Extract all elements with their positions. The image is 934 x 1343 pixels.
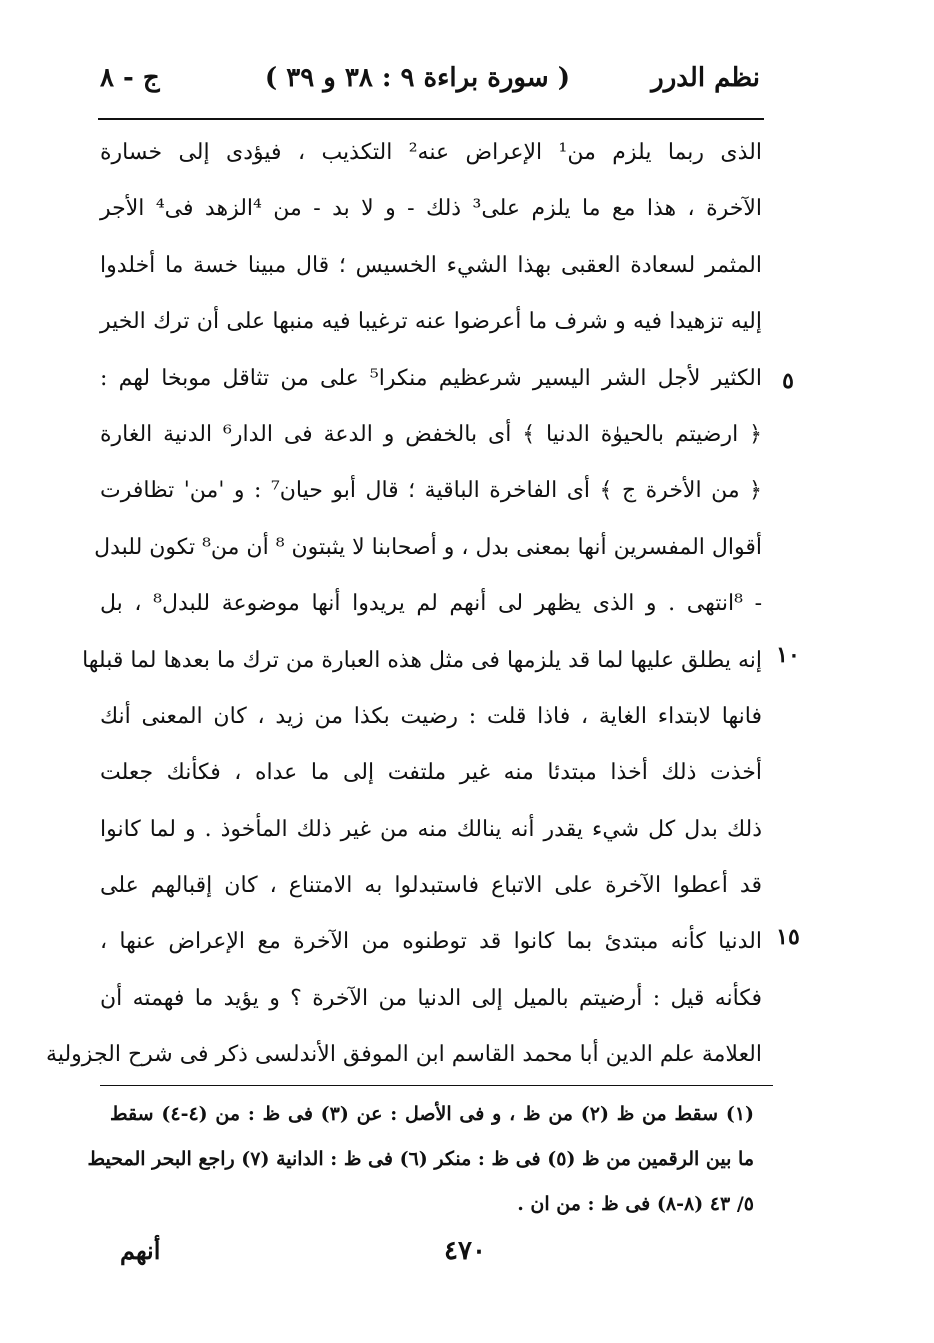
book-title: نظم الدرر bbox=[651, 63, 760, 93]
footnote-line: (١) سقط من ظ (٢) من ظ ، و فى الأصل : عن (٣) فى ظ : من (٤-٤) سقط bbox=[110, 1103, 755, 1125]
line-number-10: ١٠ bbox=[776, 642, 800, 668]
text-line: فكأنه قيل : أرضيتم بالميل إلى الدنيا من الآخرة ؟ و يؤيد ما فهمته أن bbox=[100, 985, 762, 1011]
text-line: الآخرة ، هذا مع ما يلزم على³ ذلك - و لا بد - من ⁴الزهد فى⁴ الأجر bbox=[100, 196, 762, 222]
line-number-5: ٥ bbox=[782, 368, 794, 394]
text-line: أخذت ذلك أخذا مبتدئا منه غير ملتفت إلى ما عداه ، فكأنك جعلت bbox=[100, 760, 762, 786]
footnote-line: ما بين الرقمين من ظ (٥) فى ظ : منكر (٦) فى ظ : الدانية (٧) راجع البحر المحيط bbox=[87, 1148, 754, 1170]
main-text bbox=[46, 125, 763, 1084]
text-line: العلامة علم الدين أبا محمد القاسم ابن الموفق الأندلسى ذكر فى شرح الجزولية bbox=[46, 1042, 762, 1068]
text-line: إنه يطلق عليها لما قد يلزمها فى مثل هذه العبارة من ترك ما بعدها لما قبلها bbox=[82, 647, 762, 673]
footnote-rule bbox=[100, 1085, 773, 1086]
catchword: أنهم bbox=[120, 1236, 161, 1265]
text-line: ذلك بدل كل شيء يقدر أنه ينالك منه من غير ذلك المأخوذ . و لما كانوا bbox=[100, 816, 762, 842]
text-line: المثمر لسعادة العقبى بهذا الشيء الخسيس ؛ قال مبينا خسة ما أخلدوا bbox=[100, 252, 762, 278]
volume-number: ج - ٨ bbox=[100, 63, 160, 93]
footnote-line: ٥/ ٤٣ (٨-٨) فى ظ : من ان . bbox=[517, 1193, 754, 1215]
text-line: إليه تزهيدا فيه و شرف ما أعرضوا عنه ترغيبا فيه منبها على أن ترك الخير bbox=[100, 309, 762, 335]
text-line: الكثير لأجل الشر اليسير شرعظيم منكرا⁵ على من تثاقل موبخا لهم : bbox=[100, 365, 762, 391]
text-line: ﴿ ارضيتم بالحيوٰة الدنيا ﴾ أى بالخفض و الدعة فى الدار⁶ الدنية الغارة bbox=[100, 421, 762, 447]
header-rule bbox=[98, 118, 764, 120]
text-line: فانها لابتداء الغاية ، فاذا قلت : رضيت بكذا من زيد ، كان المعنى أنك bbox=[100, 703, 762, 729]
page-number: ٤٧٠ bbox=[444, 1236, 486, 1266]
text-line: ﴿ من الأخرة ج ﴾ أى الفاخرة الباقية ؛ قال أبو حيان⁷ : و 'من' تظافرت bbox=[100, 478, 763, 504]
text-line: أقوال المفسرين أنها بمعنى بدل ، و أصحابنا لا يثبتون ⁸ أن من⁸ تكون للبدل bbox=[94, 534, 762, 560]
footnotes bbox=[87, 1092, 755, 1227]
text-line: الذى ربما يلزم من¹ الإعراض عنه² التكذيب ، فيؤدى إلى خسارة bbox=[100, 140, 762, 165]
text-line: - ⁸انتهى . و الذى يظهر لى أنهم لم يريدوا أنها موضوعة للبدل⁸ ، بل bbox=[100, 591, 762, 617]
surah-reference: ( سورة براءة ٩ : ٣٨ و ٣٩ ) bbox=[264, 63, 570, 93]
text-line: قد أعطوا الآخرة على الاتباع فاستبدلوا به الامتناع ، كان إقبالهم على bbox=[100, 873, 762, 899]
text-line: الدنيا كأنه مبتدئ بما كانوا قد توطنوه من الآخرة مع الإعراض عنها ، bbox=[100, 929, 762, 955]
line-number-15: ١٥ bbox=[776, 924, 800, 950]
